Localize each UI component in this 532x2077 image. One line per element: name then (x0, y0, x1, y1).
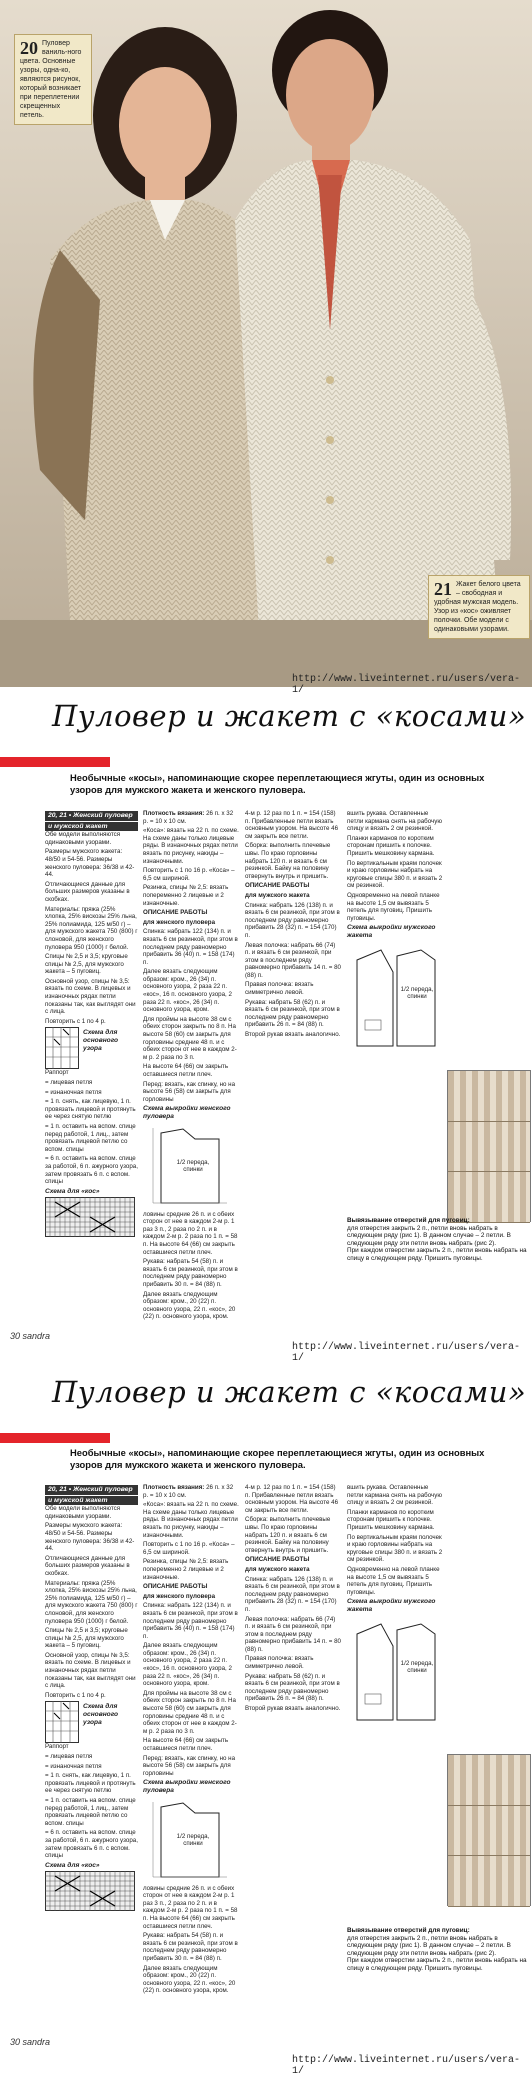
jacket-back-text: Спинка: набрать 126 (138) п. и вязать 6 см резинкой, при этом в последнем ряду равномерно прибавить 28 (32) п. = 154 (170) п. (245, 901, 340, 939)
pattern-grid (45, 1027, 79, 1069)
cable-text-2: Повторить с 1 по 16 р. «Коса» – 6,5 см шириной. (143, 867, 235, 882)
column-2 (143, 1484, 239, 2024)
page-footer (10, 1331, 50, 1341)
accent-bar (0, 757, 110, 767)
jacket-sleeve-text-2: Второй рукав вязать аналогично. (245, 1031, 341, 1039)
pocket-text-2: Планки карманов по коротким сторонам пришить к полочке. Пришить мешковину кармана. (347, 834, 435, 857)
tools-text: Спицы № 2,5 и 3,5; круговые спицы № 2,5, для мужского жакета – 5 пуговиц. (45, 1627, 128, 1650)
right-front-text: Правая полочка: вязать симметрично левой. (245, 1655, 314, 1671)
finish-text: 4-м р. 12 раз по 1 п. = 154 (158) п. Прибавленные петли вязать основным узором. На высоте 46 см закрыть все петли. (245, 810, 339, 840)
cable-grid (45, 1871, 135, 1911)
legend-purl: = изнаночная петля (45, 1088, 102, 1096)
front-text: Перед: вязать, как спинку, но на высоте 56 (58) см закрыть для горловины (143, 1754, 236, 1777)
caption-21-text: Жакет белого цвета – свободная и удобная мужская модель. Узор из «кос» оживляет полочки. Обе модели с одинаковыми узорами. (434, 581, 521, 633)
caption-20 (14, 34, 92, 125)
pocket-text: вшить рукава. Оставленные петли кармана снять на рабочую спицу и вязать 2 см резинкой. (347, 810, 442, 833)
sleeve-text: Рукава: набрать 54 (58) п. и вязать 6 см резинкой, при этом в последнем ряду равномерно прибавить 30 п. = 84 (88) п. (143, 1932, 238, 1962)
knit-sample-photo (447, 1754, 531, 1906)
article-page-2 (0, 1367, 532, 2077)
sizes-text: Размеры мужского жакета: 48/50 и 54-56. Размеры женского пуловера: 36/38 и 42-44. (45, 1522, 135, 1553)
cable-text: «Коса»: вязать на 22 п. по схеме. На схеме даны только лицевые ряды. В изнаночных рядах петли вязать по рисунку, накиды – изнаночными. (143, 827, 239, 865)
right-front-text: Правая полочка: вязать симметрично левой. (245, 981, 314, 997)
page-number: 30 (10, 2037, 21, 2047)
article-page-1 (0, 687, 532, 1367)
legend-cross: = 1 п. оставить на вспом. спице перед работой, 1 лиц., затем провязать лицевой петлю со вспом. спицы (45, 1123, 136, 1153)
page-number: 30 (10, 1331, 21, 1341)
jacket-schema-title: Схема выкройки мужского жакета (347, 1598, 436, 1613)
caption-21 (428, 575, 530, 639)
jacket-schema (347, 1616, 443, 1726)
sleeve-text-2: Далее вязать следующим образом: кром., 20 (22) п. основного узора, 22 п. «кос», 20 (22) п. основного узора, кром. (143, 1964, 236, 1995)
rapport-label: Раппорт (45, 1743, 69, 1751)
buttonhole-instructions-2: При каждом отверстии закрыть 2 п., петли вновь набрать на спицу в следующем ряду. Пришить пуговицы. (347, 1247, 527, 1262)
density-text: Плотность вязания: 26 п. x 32 р. = 10 x 10 см. (143, 1484, 234, 1499)
buttonhole-title: Вывязывание отверстий для пуговиц: (347, 1217, 470, 1224)
sleeve-text-2: Далее вязать следующим образом: кром., 20 (22) п. основного узора, 22 п. «кос», 20 (22) п. основного узора, кром. (143, 1290, 236, 1321)
pocket-text-2: Планки карманов по коротким сторонам пришить к полочке. Пришить мешковину кармана. (347, 1508, 435, 1531)
jacket-back-text: Спинка: набрать 126 (138) п. и вязать 6 см резинкой, при этом в последнем ряду равномерно прибавить 28 (32) п. = 154 (170) п. (245, 1575, 340, 1613)
column-3 (245, 810, 341, 1325)
caption-20-text: Пуловер ваниль-ного цвета. Основные узоры, одна-ко, являются рисунок, который возникает при переплетении скрещенных петель. (20, 40, 82, 119)
back-text-4: На высоте 64 (66) см закрыть оставшиеся петли плеч. (143, 1063, 229, 1078)
cable-grid (45, 1197, 135, 1237)
pullover-schema (143, 1123, 239, 1211)
band-text: По вертикальным краям полочек и краю горловины набрать на круговые спицы 380 п. и вязать 2 см резинкой. (347, 859, 443, 890)
cable-diagram-label: Схема для «кос» (45, 1187, 100, 1195)
magazine-name: sandra (22, 1331, 51, 1341)
jacket-subtitle: для мужского жакета (245, 891, 310, 899)
rib-text: Резинка, спицы № 2,5: вязать попеременно 2 лицевые и 2 изнаночные. (143, 884, 229, 907)
pattern-diagram-label: Схема для основного узора (83, 1703, 119, 1726)
finish-text: 4-м р. 12 раз по 1 п. = 154 (158) п. Прибавленные петли вязать основным узором. На высоте 46 см закрыть все петли. (245, 1484, 339, 1514)
assembly-text: Сборка: выполнить плечевые швы. По краю горловины набрать 120 п. и вязать 6 см резинкой. Байку на половину отвернуть внутрь и пришить. (245, 842, 331, 880)
cable-diagram-label: Схема для «кос» (45, 1861, 100, 1869)
jacket-sleeve-text-2: Второй рукав вязать аналогично. (245, 1705, 341, 1713)
buttonhole-instructions-2: При каждом отверстии закрыть 2 п., петли вновь набрать на спицу в следующем ряду. Пришить пуговицы. (347, 1957, 527, 1972)
jacket-title: ОПИСАНИЕ РАБОТЫ (245, 882, 310, 890)
page-subtitle: Необычные «косы», напоминающие скорее переплетающиеся жгуты, один из основных узоров для мужского жакета и женского пуловера. (70, 1447, 485, 1470)
back-text-2: Далее вязать следующим образом: кром., 26 (34) п. основного узора, 2 раза 22 п. «кос», 16 п. основного узора, 2 раза 22 п. «кос», 26 (34) п. основного узора, кром. (143, 1642, 232, 1688)
legend-cross: = 1 п. оставить на вспом. спице перед работой, 1 лиц., затем провязать лицевой петлю со вспом. спицы (45, 1797, 136, 1827)
pullover-schema-label: 1/2 переда, спинки (176, 1832, 210, 1848)
work-title: ОПИСАНИЕ РАБОТЫ (143, 909, 208, 917)
cable-text: «Коса»: вязать на 22 п. по схеме. На схеме даны только лицевые ряды. В изнаночных рядах петли вязать по рисунку, накиды – изнаночными. (143, 1501, 239, 1539)
tools-text: Спицы № 2,5 и 3,5; круговые спицы № 2,5, для мужского жакета – 5 пуговиц. (45, 953, 128, 976)
left-front-text: Левая полочка: набрать 66 (74) п. и вязать 6 см резинкой, при этом в последнем ряду равномерно прибавить 14 п. = 80 (88) п. (245, 1615, 341, 1653)
page-subtitle: Необычные «косы», напоминающие скорее переплетающиеся жгуты, один из основных узоров для мужского жакета и женского пуловера. (70, 772, 485, 795)
buttonhole-title: Вывязывание отверстий для пуговиц: (347, 1927, 470, 1934)
watermark-url: http://www.liveinternet.ru/users/vera-1/ (292, 674, 521, 696)
buttonhole-text: Одновременно на левой планке на высоте 1,5 см вывязать 5 петель для пуговиц. Пришить пуговицы. (347, 891, 440, 922)
jacket-sleeve-text: Рукава: набрать 58 (62) п. и вязать 6 см резинкой, при этом в последнем ряду равномерно прибавить 26 п. = 84 (88) п. (245, 1672, 340, 1703)
sizes-note: Отличающиеся данные для больших размеров указаны в скобках. (45, 880, 130, 903)
sizes-text: Размеры мужского жакета: 48/50 и 54-56. Размеры женского пуловера: 36/38 и 42-44. (45, 848, 135, 879)
pocket-text: вшить рукава. Оставленные петли кармана снять на рабочую спицу и вязать 2 см резинкой. (347, 1484, 442, 1507)
jacket-schema-label: 1/2 переда, спинки (400, 1659, 434, 1675)
rapport-label: Раппорт (45, 1069, 69, 1077)
jacket-subtitle: для мужского жакета (245, 1565, 310, 1573)
back-text-2: Далее вязать следующим образом: кром., 26 (34) п. основного узора, 2 раза 22 п. «кос», 16 п. основного узора, 2 раза 22 п. «кос», 26 (34) п. основного узора, кром. (143, 968, 232, 1014)
pattern-text: Основной узор, спицы № 3,5: вязать по схеме. В лицевых и изнаночных рядах петли показаны так, как выглядят они с лица. (45, 977, 136, 1016)
column-3 (245, 1484, 341, 2024)
materials-text: Материалы: пряжа (25% хлопка, 25% вискозы 25% льна, 25% полиамида, 125 м/50 г) – для мужского жакета 750 (800) г слоновой, для женского пуловера 950 (1000) г белой. (45, 905, 138, 951)
jacket-schema-label: 1/2 переда, спинки (400, 985, 434, 1001)
fashion-photo (0, 0, 532, 696)
pullover-schema (143, 1797, 239, 1885)
sleeve-text: Рукава: набрать 54 (58) п. и вязать 6 см резинкой, при этом в последнем ряду равномерно прибавить 30 п. = 84 (88) п. (143, 1258, 238, 1288)
legend-purl: = изнаночная петля (45, 1762, 102, 1770)
buttonhole-notes (347, 1217, 527, 1263)
buttonhole-text: Одновременно на левой планке на высоте 1,5 см вывязать 5 петель для пуговиц. Пришить пуговицы. (347, 1565, 440, 1596)
repeat-text: Повторить с 1 по 4 р. (45, 1017, 106, 1025)
sizes-note: Отличающиеся данные для больших размеров указаны в скобках. (45, 1554, 130, 1577)
work-subtitle: для женского пуловера (143, 1592, 216, 1600)
buttonhole-notes (347, 1927, 527, 1973)
page-title: Пуловер и жакет с «косами» (52, 699, 527, 733)
pattern-diagram-row (45, 1027, 138, 1069)
page-title: Пуловер и жакет с «косами» (52, 1375, 527, 1409)
model-tag: 20, 21 • Женский пуловер (45, 1485, 138, 1495)
buttonhole-instructions: для отверстия закрыть 2 п., петли вновь набрать в следующем ряду (рис 1). В данном случае – 2 петли. В следующем ряду эти петли вновь набрать (рис 2). (347, 1224, 511, 1247)
intro-text: Обе модели выполняются одинаковыми узорами. (45, 831, 121, 846)
back-text: Спинка: набрать 122 (134) п. и вязать 6 см резинкой, при этом в последнем ряду равномерно прибавить 36 (40) п. = 158 (174) п. (143, 1602, 238, 1640)
back-text-3: Для проймы на высоте 38 см с обеих сторон закрыть по 8 п. На высоте 58 (60) см закрыть для горловины средние 48 п. и с обеих сторон от нее в каждом 2-м р. 2 раза по 3 п. (143, 1689, 237, 1735)
legend-cable: = 6 п. оставить на вспом. спице за работой, 6 п. ажурного узора, затем провязать 6 п. с вспом. спицы (45, 1155, 138, 1186)
caption-21-number: 21 (434, 579, 452, 599)
neck-text: ловины средние 26 п. и с обеих сторон от нее в каждом 2-м р. 1 раз 3 п., 2 раза по 2 п. и в каждом 2-м р. 2 раза по 1 п. = 58 п. На высоте 64 (66) см закрыть оставшиеся петли плеч. (143, 1884, 238, 1930)
legend-slip: = 1 п. снять, как лицевую, 1 п. провязать лицевой и протянуть ее через снятую петлю (45, 1098, 136, 1121)
watermark-url: http://www.liveinternet.ru/users/vera-1/ (292, 1342, 521, 1364)
knit-sample-photo (447, 1070, 531, 1222)
buttonhole-instructions: для отверстия закрыть 2 п., петли вновь набрать в следующем ряду (рис 1). В данном случае – 2 петли. В следующем ряду эти петли вновь набрать (рис 2). (347, 1934, 511, 1957)
neck-text: ловины средние 26 п. и с обеих сторон от нее в каждом 2-м р. 1 раз 3 п., 2 раза по 2 п. и в каждом 2-м р. 2 раза по 1 п. = 58 п. На высоте 64 (66) см закрыть оставшиеся петли плеч. (143, 1210, 238, 1256)
pattern-diagram-label: Схема для основного узора (83, 1029, 119, 1052)
work-subtitle: для женского пуловера (143, 918, 216, 926)
magazine-name: sandra (22, 2037, 51, 2047)
back-text-3: Для проймы на высоте 38 см с обеих сторон закрыть по 8 п. На высоте 58 (60) см закрыть для горловины средние 48 п. и с обеих сторон от нее в каждом 2-м р. 2 раза по 3 п. (143, 1015, 237, 1061)
left-front-text: Левая полочка: набрать 66 (74) п. и вязать 6 см резинкой, при этом в последнем ряду равномерно прибавить 14 п. = 80 (88) п. (245, 941, 341, 979)
pattern-text: Основной узор, спицы № 3,5: вязать по схеме. В лицевых и изнаночных рядах петли показаны так, как выглядят они с лица. (45, 1651, 136, 1690)
schema-title: Схема выкройки женского пуловера (143, 1779, 231, 1794)
band-text: По вертикальным краям полочек и краю горловины набрать на круговые спицы 380 п. и вязать 2 см резинкой. (347, 1533, 443, 1564)
jacket-schema-title: Схема выкройки мужского жакета (347, 924, 436, 939)
front-text: Перед: вязать, как спинку, но на высоте 56 (58) см закрыть для горловины (143, 1080, 236, 1103)
jacket-title: ОПИСАНИЕ РАБОТЫ (245, 1556, 310, 1564)
model-tag: 20, 21 • Женский пуловер (45, 811, 138, 821)
back-text-4: На высоте 64 (66) см закрыть оставшиеся петли плеч. (143, 1737, 229, 1752)
work-title: ОПИСАНИЕ РАБОТЫ (143, 1583, 208, 1591)
materials-text: Материалы: пряжа (25% хлопка, 25% вискозы 25% льна, 25% полиамида, 125 м/50 г) – для мужского жакета 750 (800) г слоновой, для женского пуловера 950 (1000) г белой. (45, 1579, 138, 1625)
legend-knit: = лицевая петля (45, 1079, 93, 1087)
model-tag-2: и мужской жакет (45, 822, 138, 832)
column-1 (45, 810, 138, 1325)
legend-cable: = 6 п. оставить на вспом. спице за работой, 6 п. ажурного узора, затем провязать 6 п. с вспом. спицы (45, 1829, 138, 1860)
schema-title: Схема выкройки женского пуловера (143, 1105, 231, 1120)
pattern-diagram-row (45, 1701, 138, 1743)
repeat-text: Повторить с 1 по 4 р. (45, 1691, 106, 1699)
column-1 (45, 1484, 138, 2024)
density-text: Плотность вязания: 26 п. x 32 р. = 10 x 10 см. (143, 810, 234, 825)
assembly-text: Сборка: выполнить плечевые швы. По краю горловины набрать 120 п. и вязать 6 см резинкой. Байку на половину отвернуть внутрь и пришить. (245, 1516, 331, 1554)
page-footer (10, 2037, 50, 2047)
caption-20-number: 20 (20, 38, 38, 58)
rib-text: Резинка, спицы № 2,5: вязать попеременно 2 лицевые и 2 изнаночные. (143, 1558, 229, 1581)
legend-slip: = 1 п. снять, как лицевую, 1 п. провязать лицевой и протянуть ее через снятую петлю (45, 1772, 136, 1795)
pullover-schema-label: 1/2 переда, спинки (176, 1158, 210, 1174)
jacket-schema (347, 942, 443, 1052)
accent-bar (0, 1433, 110, 1443)
jacket-sleeve-text: Рукава: набрать 58 (62) п. и вязать 6 см резинкой, при этом в последнем ряду равномерно прибавить 26 п. = 84 (88) п. (245, 998, 340, 1029)
column-2 (143, 810, 239, 1325)
cable-text-2: Повторить с 1 по 16 р. «Коса» – 6,5 см шириной. (143, 1541, 235, 1556)
pattern-grid (45, 1701, 79, 1743)
back-text: Спинка: набрать 122 (134) п. и вязать 6 см резинкой, при этом в последнем ряду равномерно прибавить 36 (40) п. = 158 (174) п. (143, 928, 238, 966)
legend-knit: = лицевая петля (45, 1753, 93, 1761)
model-tag-2: и мужской жакет (45, 1496, 138, 1506)
watermark-url: http://www.liveinternet.ru/users/vera-1/ (292, 2055, 521, 2077)
intro-text: Обе модели выполняются одинаковыми узорами. (45, 1505, 121, 1520)
